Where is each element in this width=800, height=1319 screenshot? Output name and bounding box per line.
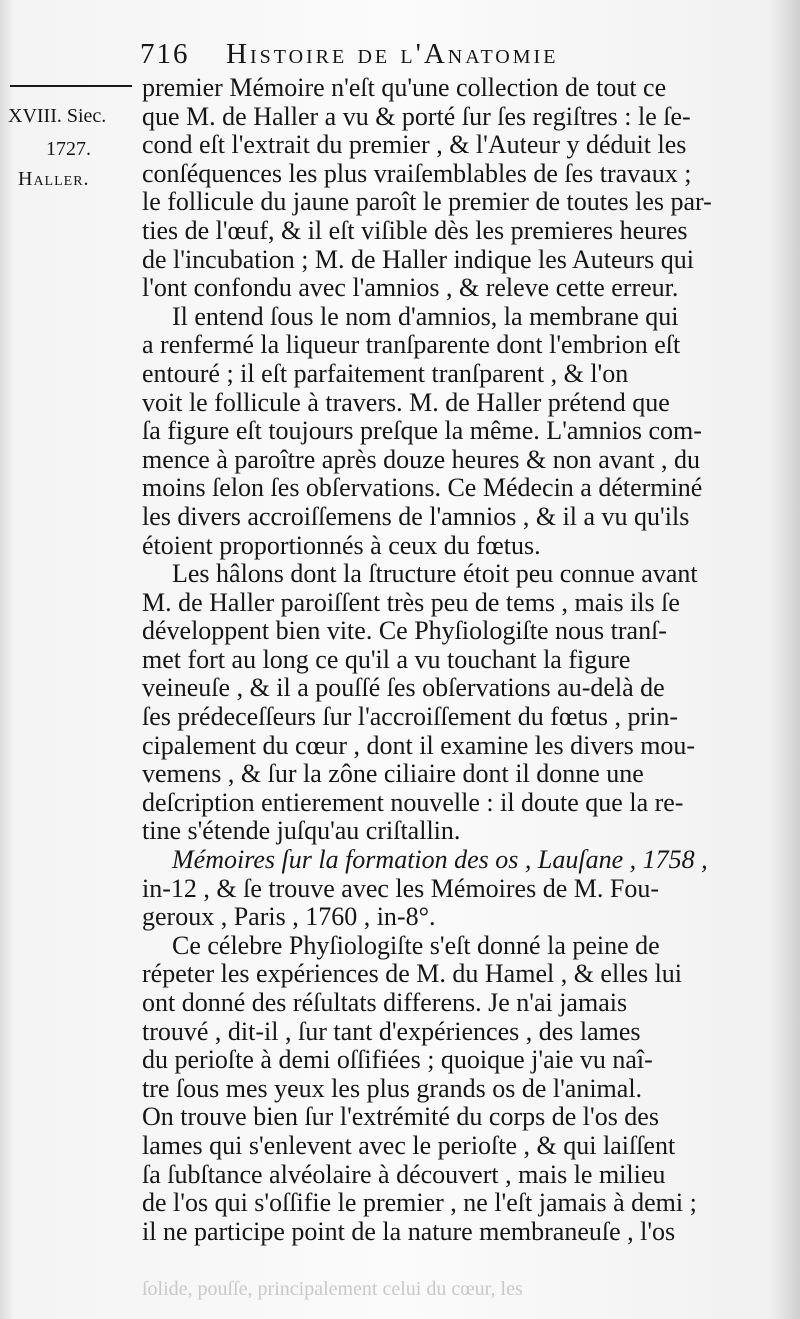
citation-line: geroux , Paris , 1760 , in-8°. [142, 902, 436, 932]
margin-note-century: XVIII. Siec. [8, 105, 107, 127]
text-line: lames qui s'enlevent avec le perioſte , & qui laiſſent [142, 1130, 676, 1160]
text-line: ties de l'œuf, & il eſt viſible dès les premieres heures [142, 215, 688, 245]
text-line: met fort au long ce qu'il a vu touchant la figure [142, 644, 631, 674]
text-line: développent bien vite. Ce Phyſiologiſte nous tranſ- [142, 616, 667, 646]
paragraph-end-line: étoient proportionnés à ceux du fœtus. [142, 530, 541, 560]
paragraph-start-line: Il entend ſous le nom d'amnios, la membrane qui [172, 301, 679, 331]
text-line: entouré ; il eſt parfaitement tranſparent , & l'on [142, 358, 629, 388]
text-line: de l'incubation ; M. de Haller indique les Auteurs qui [142, 244, 695, 274]
text-line: ſa ſubſtance alvéolaire à découvert , mais le milieu [142, 1159, 666, 1189]
text-line: voit le follicule à travers. M. de Haller prétend que [142, 387, 670, 417]
text-line: moins ſelon ſes obſervations. Ce Médecin a déterminé [142, 473, 703, 503]
text-line: tre ſous mes yeux les plus grands os de l'animal. [142, 1073, 643, 1103]
text-line: le follicule du jaune paroît le premier de toutes les par- [142, 187, 712, 217]
citation-line [142, 846, 740, 875]
text-line: que M. de Haller a vu & porté ſur ſes regiſtres : le ſe- [142, 101, 691, 131]
text-line: premier Mémoire n'eſt qu'une collection de tout ce [142, 73, 667, 102]
paragraph-end-line: tine s'étende juſqu'au criſtallin. [142, 816, 461, 846]
margin-note-year: 1727. [46, 138, 91, 160]
text-line: il ne participe point de la nature membraneuſe , l'os [142, 1216, 676, 1246]
text-line: du perioſte à demi oſſifiées ; quoique j'aie vu naî- [142, 1045, 653, 1075]
text-line: répeter les expériences de M. du Hamel , & elles lui [142, 959, 683, 989]
margin-note-author: Haller. [18, 168, 90, 190]
text-line: trouvé , dit-il , ſur tant d'expériences , des lames [142, 1016, 641, 1046]
text-line: ont donné des réſultats differens. Je n'ai jamais [142, 988, 628, 1017]
text-line: ſes prédeceſſeurs ſur l'accroiſſement du fœtus , prin- [142, 702, 679, 732]
citation-title: Mémoires ſur la formation des os , Lauſane , 1758 , [172, 845, 708, 875]
running-title: Histoire de l'Anatomie [226, 38, 559, 70]
paragraph-start-line: Les hâlons dont la ſtructure étoit peu connue avant [172, 559, 698, 589]
citation-line: in-12 , & ſe trouve avec les Mémoires de M. Fou- [142, 873, 659, 903]
text-line: ſa figure eſt toujours preſque la même. L'amnios com- [142, 416, 702, 446]
text-line: veineuſe , & il a pouſſé ſes obſervations au-delà de [142, 673, 665, 703]
text-line: vemens , & ſur la zône ciliaire dont il donne une [142, 759, 644, 789]
text-line: de l'os qui s'oſſifie le premier , ne l'eſt jamais à demi ; [142, 1188, 697, 1218]
body-text [142, 74, 740, 1246]
text-line: deſcription entierement nouvelle : il doute que la re- [142, 787, 684, 817]
text-line: cond eſt l'extrait du premier , & l'Auteur y déduit les [142, 130, 687, 160]
text-line: cipalement du cœur , dont il examine les divers mou- [142, 730, 696, 760]
page-number: 716 [140, 38, 190, 70]
text-line: a renfermé la liqueur tranſparente dont l'embrion eſt [142, 330, 681, 360]
text-line: l'ont confondu avec l'amnios , & releve cette erreur. [142, 273, 679, 303]
running-header [140, 34, 740, 74]
text-line: M. de Haller paroiſſent très peu de tems , mais ils ſe [142, 587, 680, 617]
margin-rule [10, 85, 132, 87]
text-line: mence à paroître après douze heures & non avant , du [142, 444, 701, 474]
bleed-through-text: ſolide, pouſſe, principalement celui du cœur, les [142, 1278, 523, 1300]
paragraph-start-line: Ce célebre Phyſiologiſte s'eſt donné la peine de [172, 930, 660, 960]
text-line: conſéquences les plus vraiſemblables de ſes travaux ; [142, 158, 692, 188]
text-line: les divers accroiſſemens de l'amnios , & il a vu qu'ils [142, 501, 690, 531]
text-line: On trouve bien ſur l'extrémité du corps de l'os des [142, 1102, 659, 1132]
